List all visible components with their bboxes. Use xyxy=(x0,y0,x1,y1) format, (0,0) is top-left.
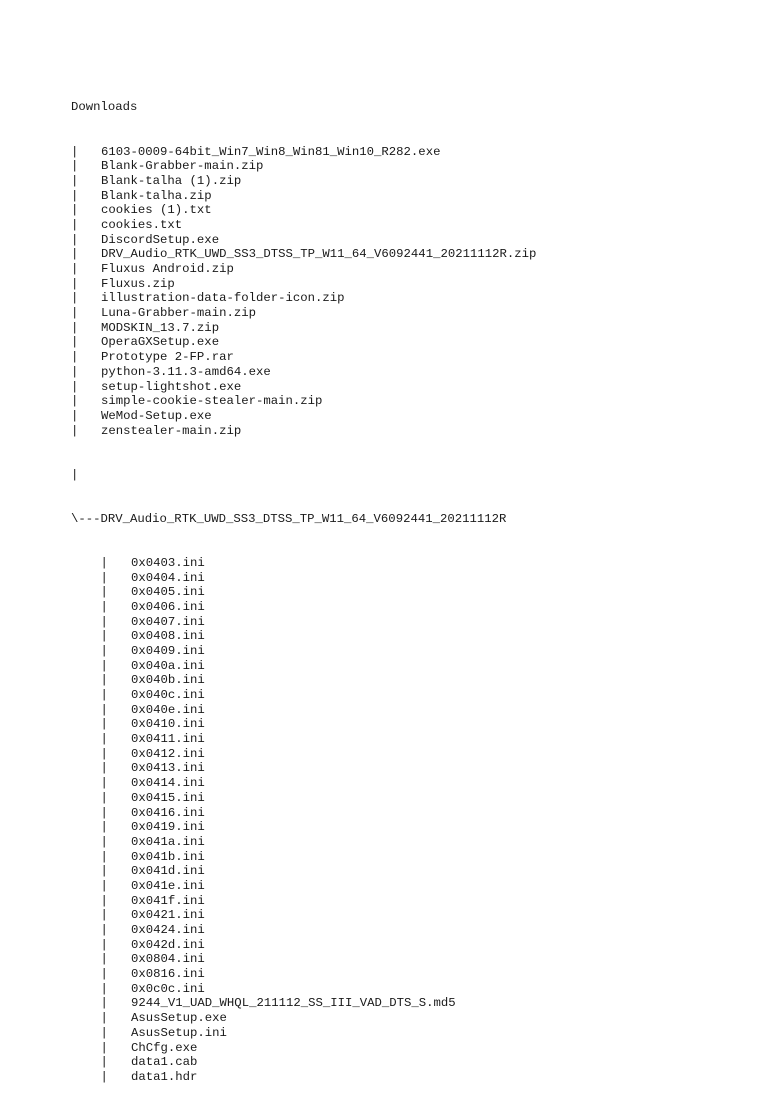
directory-tree-document xyxy=(71,71,751,1099)
tree-file-entry xyxy=(71,556,751,571)
tree-connector: | xyxy=(71,335,79,350)
file-name: 0x0816.ini xyxy=(131,967,205,982)
tree-connector: | xyxy=(71,643,108,658)
tree-connector: | xyxy=(71,702,108,717)
file-name: 0x041e.ini xyxy=(131,878,205,893)
file-name: 0x0410.ini xyxy=(131,717,205,732)
file-name: 0x041a.ini xyxy=(131,834,205,849)
tree-file-entry xyxy=(71,277,751,292)
file-name: Luna-Grabber-main.zip xyxy=(101,306,256,321)
tree-connector: | xyxy=(71,908,108,923)
tree-connector: | xyxy=(71,306,79,321)
tree-file-entry xyxy=(71,644,751,659)
tree-file-entry xyxy=(71,394,751,409)
file-name: illustration-data-folder-icon.zip xyxy=(101,291,345,306)
tree-file-entry xyxy=(71,938,751,953)
file-name: AsusSetup.exe xyxy=(131,1011,227,1026)
file-name: 0x040a.ini xyxy=(131,658,205,673)
tree-connector: | xyxy=(71,893,108,908)
tree-connector: | xyxy=(71,776,108,791)
tree-file-entry xyxy=(71,189,751,204)
tree-connector: | xyxy=(71,1069,108,1084)
file-name: 0x0416.ini xyxy=(131,805,205,820)
tree-file-entry xyxy=(71,350,751,365)
file-name: 0x0804.ini xyxy=(131,952,205,967)
file-name: Blank-talha (1).zip xyxy=(101,173,242,188)
tree-file-entry xyxy=(71,879,751,894)
tree-file-entry xyxy=(71,262,751,277)
tree-file-entry xyxy=(71,145,751,160)
file-name: 0x041f.ini xyxy=(131,893,205,908)
tree-connector: | xyxy=(71,262,79,276)
tree-connector: | xyxy=(71,408,79,423)
tree-file-entry xyxy=(71,850,751,865)
tree-connector: | xyxy=(71,805,108,820)
tree-file-entry xyxy=(71,717,751,732)
tree-file-entry xyxy=(71,247,751,262)
tree-connector: | xyxy=(71,232,79,247)
tree-file-entry xyxy=(71,424,751,439)
tree-connector: | xyxy=(71,746,108,761)
file-name: MODSKIN_13.7.zip xyxy=(101,320,220,335)
tree-connector: | xyxy=(71,849,108,864)
tree-file-entry xyxy=(71,571,751,586)
tree-connector: | xyxy=(71,761,108,776)
tree-file-entry xyxy=(71,732,751,747)
file-name: 0x0403.ini xyxy=(131,555,205,570)
tree-connector: | xyxy=(71,364,79,379)
tree-file-entry xyxy=(71,291,751,306)
file-name: 9244_V1_UAD_WHQL_211112_SS_III_VAD_DTS_S.md5 xyxy=(131,996,456,1011)
tree-file-entry xyxy=(71,908,751,923)
tree-connector: | xyxy=(71,1040,108,1055)
tree-connector: | xyxy=(71,717,108,732)
file-name: 0x040e.ini xyxy=(131,702,205,717)
tree-file-entry xyxy=(71,659,751,674)
tree-connector: | xyxy=(71,614,108,629)
file-name: simple-cookie-stealer-main.zip xyxy=(101,394,323,409)
file-name: 0x0413.ini xyxy=(131,761,205,776)
file-name: 0x041b.ini xyxy=(131,849,205,864)
file-name: 0x040b.ini xyxy=(131,673,205,688)
tree-file-entry xyxy=(71,1070,751,1085)
tree-file-entry xyxy=(71,747,751,762)
tree-connector: | xyxy=(71,394,79,409)
file-name: setup-lightshot.exe xyxy=(101,379,242,394)
tree-file-entry xyxy=(71,791,751,806)
file-name: ChCfg.exe xyxy=(131,1040,198,1055)
file-name: zenstealer-main.zip xyxy=(101,423,242,438)
tree-connector: | xyxy=(71,981,108,996)
tree-file-entry xyxy=(71,585,751,600)
file-name: 0x0421.ini xyxy=(131,908,205,923)
tree-file-entry xyxy=(71,894,751,909)
tree-file-entry xyxy=(71,982,751,997)
tree-connector: | xyxy=(71,203,79,218)
tree-file-entry xyxy=(71,365,751,380)
tree-connector: | xyxy=(71,790,108,805)
file-name: AsusSetup.ini xyxy=(131,1025,227,1040)
tree-connector: | xyxy=(71,732,108,747)
tree-connector: | xyxy=(71,967,108,982)
tree-connector: | xyxy=(71,467,79,482)
tree-file-entry xyxy=(71,203,751,218)
tree-connector: | xyxy=(71,276,79,291)
tree-spacer-pipe xyxy=(71,468,751,483)
tree-connector: | xyxy=(71,1011,108,1026)
file-name: 0x0415.ini xyxy=(131,790,205,805)
file-name: data1.cab xyxy=(131,1055,198,1070)
tree-file-entry xyxy=(71,629,751,644)
file-name: Fluxus Android.zip xyxy=(101,262,234,276)
file-name: cookies.txt xyxy=(101,217,183,232)
tree-connector: | xyxy=(71,1025,108,1040)
tree-file-entry xyxy=(71,806,751,821)
tree-connector: | xyxy=(71,173,79,188)
tree-connector: | xyxy=(71,820,108,835)
tree-file-entry xyxy=(71,673,751,688)
tree-connector: | xyxy=(71,834,108,849)
subfolder-file-list xyxy=(71,556,751,1085)
tree-file-entry xyxy=(71,600,751,615)
file-name: 0x0408.ini xyxy=(131,629,205,644)
tree-file-entry xyxy=(71,703,751,718)
file-name: Blank-talha.zip xyxy=(101,188,212,203)
file-name: 0x0409.ini xyxy=(131,643,205,658)
file-name: 6103-0009-64bit_Win7_Win8_Win81_Win10_R282.exe xyxy=(101,144,441,159)
file-name: 0x0412.ini xyxy=(131,746,205,761)
tree-connector: | xyxy=(71,937,108,952)
tree-file-entry xyxy=(71,967,751,982)
tree-file-entry xyxy=(71,996,751,1011)
tree-file-entry xyxy=(71,233,751,248)
file-name: DRV_Audio_RTK_UWD_SS3_DTSS_TP_W11_64_V6092441_20211112R.zip xyxy=(101,247,537,262)
file-name: cookies (1).txt xyxy=(101,203,212,218)
tree-file-entry xyxy=(71,761,751,776)
tree-connector: | xyxy=(71,585,108,600)
file-name: 0x0419.ini xyxy=(131,820,205,835)
file-name: OperaGXSetup.exe xyxy=(101,335,220,350)
tree-connector: | xyxy=(71,878,108,893)
tree-file-entry xyxy=(71,174,751,189)
tree-file-entry xyxy=(71,776,751,791)
tree-connector: | xyxy=(71,599,108,614)
tree-connector: | xyxy=(71,688,108,703)
tree-file-entry xyxy=(71,1026,751,1041)
tree-file-entry xyxy=(71,923,751,938)
tree-connector: | xyxy=(71,555,108,570)
file-name: 0x0411.ini xyxy=(131,732,205,747)
file-name: python-3.11.3-amd64.exe xyxy=(101,364,271,379)
tree-file-entry xyxy=(71,820,751,835)
tree-file-entry xyxy=(71,218,751,233)
file-name: 0x0414.ini xyxy=(131,776,205,791)
tree-file-entry xyxy=(71,864,751,879)
file-name: Blank-Grabber-main.zip xyxy=(101,159,264,174)
tree-connector: | xyxy=(71,1055,108,1070)
file-name: DiscordSetup.exe xyxy=(101,232,220,247)
file-name: Prototype 2-FP.rar xyxy=(101,350,234,365)
tree-connector: | xyxy=(71,144,79,159)
file-name: 0x040c.ini xyxy=(131,688,205,703)
file-name: 0x0407.ini xyxy=(131,614,205,629)
file-name: 0x042d.ini xyxy=(131,937,205,952)
tree-connector: | xyxy=(71,629,108,644)
tree-file-entry xyxy=(71,1041,751,1056)
tree-root-folder: Downloads xyxy=(71,100,138,115)
tree-connector: | xyxy=(71,864,108,879)
file-name: 0x0424.ini xyxy=(131,923,205,938)
tree-connector: | xyxy=(71,673,108,688)
tree-connector: | xyxy=(71,247,79,262)
root-file-list xyxy=(71,145,751,439)
tree-file-entry xyxy=(71,688,751,703)
tree-file-entry xyxy=(71,615,751,630)
file-name: WeMod-Setup.exe xyxy=(101,408,212,423)
tree-connector: | xyxy=(71,188,79,203)
tree-connector: | xyxy=(71,996,108,1011)
tree-connector: | xyxy=(71,291,79,306)
tree-connector: | xyxy=(71,658,108,673)
tree-file-entry xyxy=(71,321,751,336)
tree-connector: | xyxy=(71,350,79,365)
tree-connector: | xyxy=(71,570,108,585)
tree-file-entry xyxy=(71,1055,751,1070)
file-name: data1.hdr xyxy=(131,1069,198,1084)
tree-file-entry xyxy=(71,409,751,424)
tree-file-entry xyxy=(71,835,751,850)
file-name: 0x0405.ini xyxy=(131,585,205,600)
subfolder-branch: \---DRV_Audio_RTK_UWD_SS3_DTSS_TP_W11_64_V6092441_20211112R xyxy=(71,511,507,526)
tree-file-entry xyxy=(71,335,751,350)
tree-connector: | xyxy=(71,923,108,938)
file-name: 0x041d.ini xyxy=(131,864,205,879)
tree-file-entry xyxy=(71,306,751,321)
tree-connector: | xyxy=(71,379,79,394)
tree-connector: | xyxy=(71,217,79,232)
file-name: 0x0c0c.ini xyxy=(131,981,205,996)
file-name: 0x0404.ini xyxy=(131,570,205,585)
tree-file-entry xyxy=(71,380,751,395)
tree-connector: | xyxy=(71,320,79,335)
tree-file-entry xyxy=(71,159,751,174)
file-name: Fluxus.zip xyxy=(101,276,175,291)
tree-connector: | xyxy=(71,159,79,174)
tree-connector: | xyxy=(71,423,79,438)
file-name: 0x0406.ini xyxy=(131,599,205,614)
tree-file-entry xyxy=(71,952,751,967)
tree-connector: | xyxy=(71,952,108,967)
